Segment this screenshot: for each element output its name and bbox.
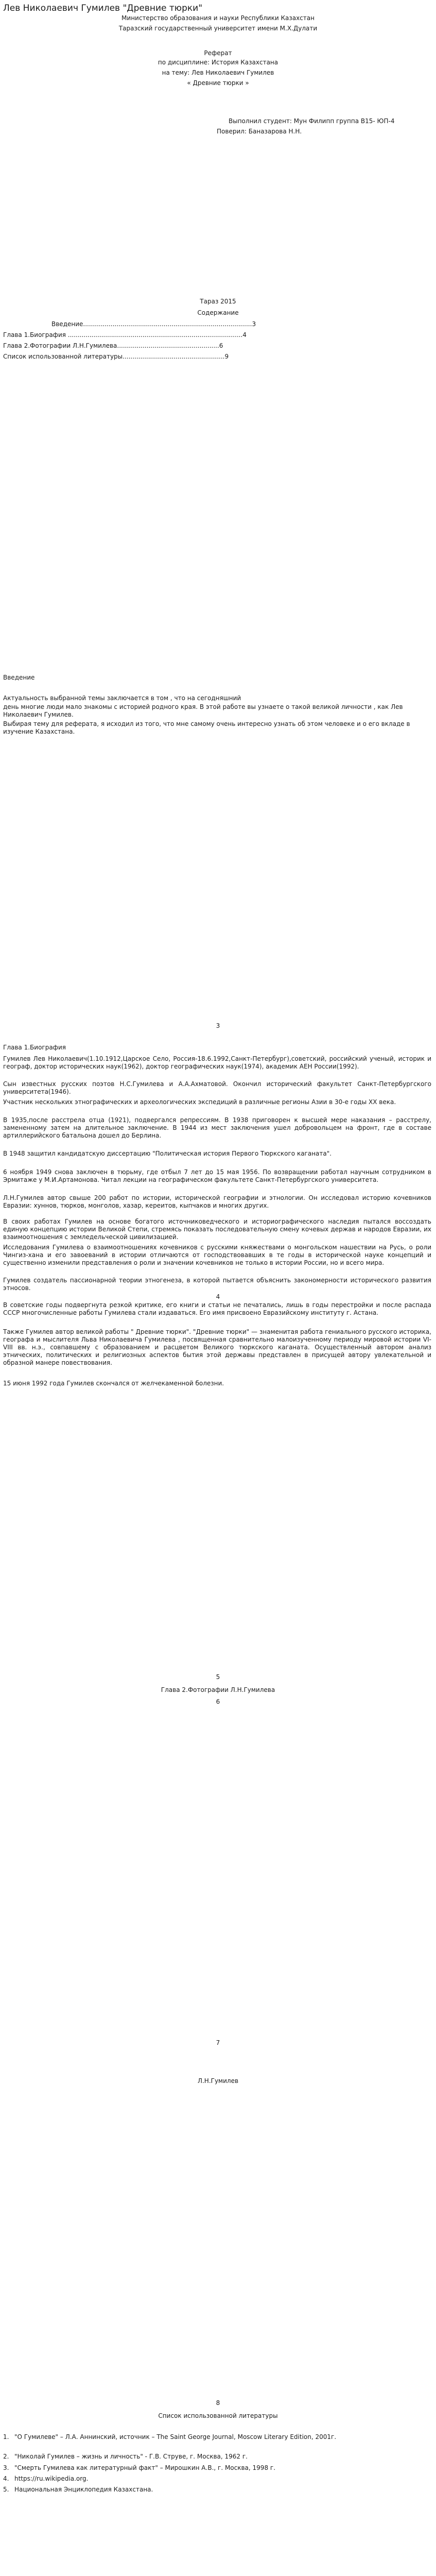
reference-item [3, 2433, 431, 2441]
intro-paragraph: Выбирая тему для реферата, я исходил из того, что мне самому очень интересно узнать об этом человеке и о его вкладе в изучение Казахстана. [3, 720, 410, 735]
reference-number: 4. [3, 2475, 9, 2482]
intro-paragraph: Актуальность выбранной темы заключается в том , что на сегодняшний [3, 694, 241, 702]
toc-item-chapter1[interactable]: Глава 1.Биография .........................................................................................4 [3, 331, 247, 338]
reference-item [3, 2464, 431, 2472]
reference-text: "Смерть Гумилева как литературный факт" – Мирошкин А.В., г. Москва, 1998 г. [14, 2464, 276, 2471]
chapter1-paragraph: В 1948 защитил кандидатскую диссертацию "Политическая история Первого Тюркского каганата". [3, 1150, 332, 1157]
chapter1-paragraph: Также Гумилев автор великой работы " Древние тюрки". "Древние тюрки" — знаменитая работа гениального русского историка, географа и мыслителя Льва Николаевича Гумилева , посвященная сравнительно малоизученному периоду мировой истории VI-VIII вв. н.э., совпавшему с образованием и расцветом Великого тюркского каганата. Осуществленный автором анализ этнических, политических и религиозных аспектов бытия этой державы представлен в присущей автору увлекательной и образной манере повествования. [3, 1328, 431, 1366]
page-number: 5 [216, 1673, 220, 1681]
page-number: 6 [216, 1698, 220, 1705]
reference-item [3, 2452, 431, 2461]
chapter1-paragraph: Л.Н.Гумилев автор свыше 200 работ по истории, исторической географии и этнологии. Он исследовал историю кочевников Евразии: хуннов, тюрков, монголов, хазар, кереитов, кыпчаков и многих других. [3, 1194, 431, 1209]
work-title: « Древние тюрки » [187, 79, 249, 87]
subject-line: по дисциплине: История Казахстана [158, 59, 278, 66]
chapter1-paragraph: Участник нескольких этнографических и археологических экспедиций в различные регионы Азии в 30-е годы ХХ века. [3, 1098, 396, 1106]
reference-item [3, 2475, 431, 2483]
student-line: Выполнил студент: Мун Филипп группа В15- ЮП-4 [229, 117, 395, 125]
toc-item-chapter2[interactable]: Глава 2.Фотографии Л.Н.Гумилева....................................................6 [3, 342, 223, 349]
chapter1-paragraph: 15 июня 1992 года Гумилев скончался от желчекаменной болезни. [3, 1380, 224, 1387]
document-title: Лев Николаевич Гумилев "Древние тюрки" [3, 3, 203, 13]
chapter1-heading: Глава 1.Биография [3, 1044, 66, 1051]
page-number: 8 [216, 2399, 220, 2406]
chapter1-paragraph: 6 ноября 1949 снова заключен в тюрьму, где отбыл 7 лет до 15 мая 1956. По возвращении работал научным сотрудником в Эрмитаже у М.И.Артамонова. Читал лекции на географическом факультете Санкт-Петербургского университета. [3, 1168, 431, 1183]
toc-item-references[interactable]: Список использованной литературы....................................................9 [3, 353, 229, 360]
photo-caption: Л.Н.Гумилев [197, 2077, 239, 2084]
checker-line: Поверил: Баназарова Н.Н. [217, 128, 302, 135]
toc-heading: Содержание [197, 309, 239, 316]
page-number: 3 [216, 1022, 220, 1029]
reference-number: 2. [3, 2453, 9, 2460]
reference-link[interactable]: https://ru.wikipedia.org. [14, 2475, 89, 2482]
reference-number: 1. [3, 2433, 9, 2441]
reference-number: 3. [3, 2464, 9, 2471]
chapter1-paragraph: Сын известных русских поэтов Н.С.Гумилева и А.А.Ахматовой. Окончил исторический факультет Санкт-Петербургского университета(1946). [3, 1080, 431, 1095]
chapter1-paragraph: В 1935,после расстрела отца (1921), подвергался репрессиям. В 1938 приговорен к высшей мере наказания – расстрелу, замененному затем на длительное заключение. В 1944 из мест заключения ушел добровольцем на фронт, где в составе артиллерийского батальона дошел до Берлина. [3, 1116, 431, 1139]
university-line: Таразский государственный университет имени М.Х.Дулати [118, 25, 318, 32]
topic-line: на тему: Лев Николаевич Гумилев [162, 69, 274, 76]
city-year: Тараз 2015 [200, 298, 236, 305]
page-number: 7 [216, 2039, 220, 2046]
intro-heading: Введение [3, 674, 35, 681]
page-number: 4 [216, 1293, 220, 1300]
reference-text: Национальная Энциклопедия Казахстана. [14, 2486, 153, 2493]
chapter1-paragraph: В своих работах Гумилев на основе богатого источниковедческого и историографического наследия пытался воссоздать единую концепцию истории Великой Степи, стремясь показать последовательную смену кочевых держав и народов Евразии, их взаимоотношения с земледельческой цивилизацией. [3, 1218, 431, 1241]
ministry-line: Министерство образования и науки Республики Казахстан [121, 14, 315, 22]
work-type: Реферат [204, 49, 232, 57]
chapter1-paragraph: В советские годы подвергнута резкой критике, его книги и статьи не печатались, лишь в годы перестройки и после распада СССР многочисленные работы Гумилева стали издаваться. Его имя присвоено Евразийскому институту г. Астана. [3, 1301, 431, 1316]
reference-number: 5. [3, 2486, 9, 2493]
reference-text: "Николай Гумилев – жизнь и личность" - Г.В. Струве, г. Москва, 1962 г. [14, 2453, 248, 2460]
references-heading: Список использованной литературы [158, 2412, 278, 2419]
chapter2-heading: Глава 2.Фотографии Л.Н.Гумилева [161, 1686, 275, 1693]
chapter1-paragraph: Исследования Гумилева о взаимоотношениях кочевников с русскими княжествами о монгольском нашествии на Русь, о роли Чингиз-хана и его завоеваний в истории отличаются от господствовавших в те годы в исторической науке концепций и существенно изменили представления о роли и значении кочевников не только в истории России, но и всего мира. [3, 1244, 431, 1266]
toc-item-intro[interactable]: Введение......................................................................................3 [51, 320, 256, 328]
chapter1-paragraph: Гумилев Лев Николаевич(1.10.1912,Царское Село, Россия-18.6.1992,Санкт-Петербург),советский, российский ученый, историк и географ, доктор исторических наук(1962), доктор географических наук(1974), академик АЕН России(1992). [3, 1055, 431, 1070]
chapter1-paragraph: Гумилев создатель пассионарной теории этногенеза, в которой пытается объяснить закономерности исторического развития этносов. [3, 1277, 431, 1292]
intro-paragraph: день многие люди мало знакомы с историей родного края. В этой работе вы узнаете о такой великой личности , как Лев Николаевич Гумилев. [3, 703, 403, 718]
reference-item [3, 2485, 431, 2494]
reference-text: "О Гумилеве" – Л.А. Аннинский, источник – The Saint George Journal, Moscow Literary Edition, 2001г. [14, 2433, 337, 2441]
